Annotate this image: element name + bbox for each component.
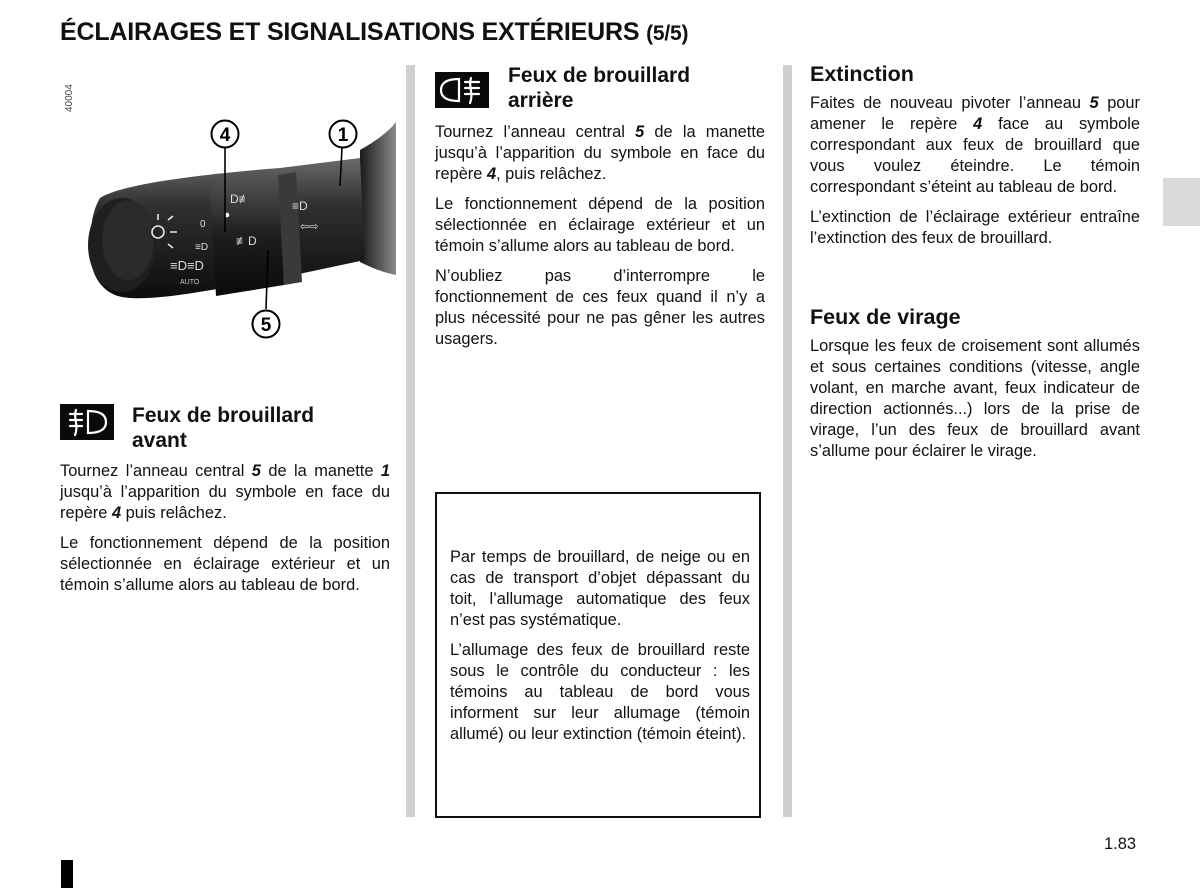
front-fog-heading-line1: Feux de brouillard (132, 404, 315, 427)
front-fog-paragraph-2: Le fonctionnement dépend de la position sélectionnée en éclairage extérieur et un témoin s’allume alors au tableau de bord. (60, 534, 390, 594)
front-fog-paragraph-1 (60, 461, 390, 524)
page-title-text: ÉCLAIRAGES ET SIGNALISATIONS EXTÉRIEURS (60, 18, 640, 46)
callout-5-label: 5 (260, 315, 272, 336)
front-fog-heading-line2: avant (132, 429, 187, 452)
text-run: face au symbole correspondant aux feux de brouillard que vous voulez éteindre. Le témoin correspondant s’éteint au tableau de bord. (810, 115, 1140, 196)
callout-4-label: 4 (219, 125, 231, 146)
ref-number: 4 (111, 504, 122, 522)
note-paragraph-2: L’allumage des feux de brouillard reste sous le contrôle du conducteur : les témoins au tableau de bord vous informent sur leur allumage (témoin allumé) ou leur extinction (témoin éteint). (450, 641, 750, 743)
ref-number: 5 (1089, 94, 1099, 112)
text-run: puis relâchez. (121, 504, 227, 522)
rear-fog-paragraph-2: Le fonctionnement dépend de la position sélectionnée en éclairage extérieur et un témoin s’allume alors au tableau de bord. (435, 195, 765, 255)
extinction-heading: Extinction (810, 62, 914, 86)
rear-fog-light-icon (435, 72, 489, 108)
column-divider-right (783, 65, 792, 817)
rear-fog-heading (508, 63, 768, 113)
svg-text:≢D: ≢D (236, 234, 257, 248)
note-paragraph-1: Par temps de brouillard, de neige ou en cas de transport d’objet dépassant du toit, l’allumage automatique des feux n’est pas systématique. (450, 548, 750, 629)
page-number: 1.83 (1104, 835, 1137, 853)
lighting-stalk-illustration (60, 60, 396, 350)
text-run: Faites de nouveau pivoter l’anneau (810, 94, 1090, 112)
cornering-heading: Feux de virage (810, 305, 961, 329)
rear-fog-body (435, 122, 765, 359)
cornering-paragraph-1: Lorsque les feux de croisement sont allumés et sous certaines conditions (vitesse, angle volant, en marche avant, feux indicateur de direction actionnés...) lors de la prise de virage, l’un des feux de brouillard avant s’allume pour éclairer le virage. (810, 337, 1140, 460)
callout-1-label: 1 (337, 125, 349, 146)
ref-number: 5 (635, 123, 645, 141)
ref-number: 4 (973, 115, 983, 133)
callout-5 (253, 311, 280, 338)
svg-text:AUTO: AUTO (180, 279, 200, 286)
extinction-paragraph-2: L’extinction de l’éclairage extérieur entraîne l’extinction des feux de brouillard. (810, 208, 1140, 247)
text-run: pour amener le repère (810, 94, 1140, 133)
front-fog-light-icon (60, 404, 114, 440)
rear-fog-heading-line2: arrière (508, 89, 574, 112)
text-run: jusqu’à l’apparition du symbole en face du repère (60, 483, 390, 522)
svg-text:D≢: D≢ (230, 192, 251, 206)
front-fog-heading (132, 403, 392, 453)
extinction-paragraph-1 (810, 93, 1140, 198)
text-run: de la manette jusqu’à l’apparition du symbole en face du repère (435, 123, 765, 183)
svg-text:≡D: ≡D (195, 242, 209, 253)
svg-text:0: 0 (200, 219, 206, 230)
rear-fog-paragraph-3: N’oubliez pas d’interrompre le fonctionnement de ces feux quand il n’y a plus nécessité pour ne pas gêner les autres usagers. (435, 267, 765, 348)
svg-text:≡D≡D: ≡D≡D (170, 258, 204, 273)
text-run: Tournez l’anneau central (60, 462, 252, 480)
text-run: , puis relâchez. (496, 165, 607, 183)
svg-text:≡D: ≡D (292, 199, 308, 213)
ref-number: 5 (251, 462, 261, 480)
image-code: 40004 (64, 84, 75, 112)
page-title-suffix: (5/5) (646, 22, 689, 45)
note-box (435, 492, 761, 818)
callout-1 (330, 121, 357, 148)
ref-number: 4 (486, 165, 497, 183)
callout-4 (212, 121, 239, 148)
svg-text:⇦⇨: ⇦⇨ (300, 221, 319, 233)
rear-fog-paragraph-1 (435, 122, 765, 185)
cornering-section (810, 305, 1140, 471)
page-title (60, 18, 688, 47)
extinction-section (810, 62, 1140, 258)
text-run: Tournez l’anneau central (435, 123, 636, 141)
text-run: de la manette (260, 462, 381, 480)
front-fog-body (60, 461, 390, 605)
ref-number: 1 (380, 462, 390, 480)
chapter-tab (1163, 178, 1200, 226)
column-divider-left (406, 65, 415, 817)
footer-marker (61, 860, 73, 888)
rear-fog-heading-line1: Feux de brouillard (508, 64, 691, 87)
